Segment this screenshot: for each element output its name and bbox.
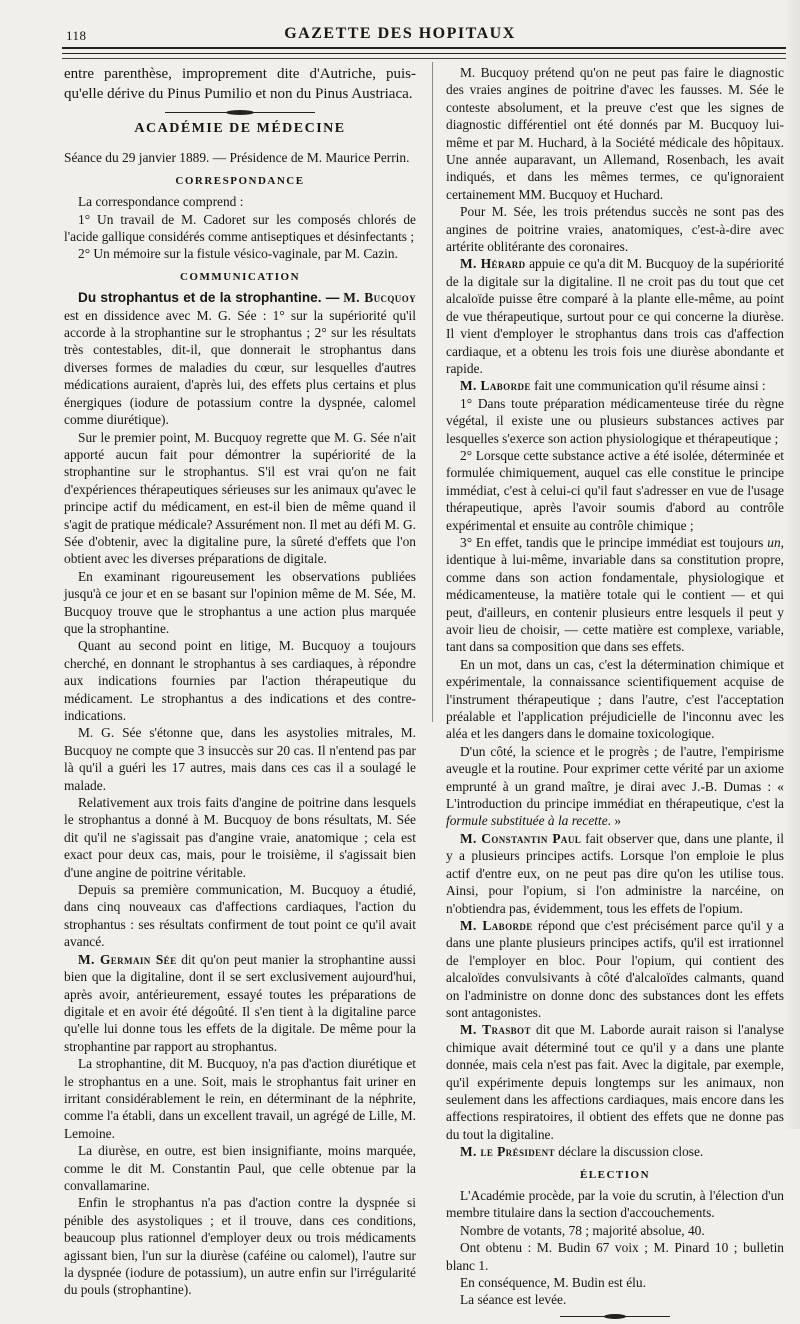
emphasis-text: un [767,534,781,550]
paragraph [446,743,784,830]
intro-paragraph: entre parenthèse, improprement dite d'Autriche, puis-qu'elle dérive du Pinus Pumilio et non du Pinus Austriaca. [64,66,416,102]
column-divider [432,62,433,722]
correspondence-item-1: 1° Un travail de M. Cadoret sur les composés chlorés de l'acide gallique considérés comme antiseptiques et désinfectants ; [64,211,416,245]
paragraph-text: , identique à lui-même, invariable dans sa constitution propre, comme dans son action fondamentale, physiologique et médicamenteuse, la matière totale qui le contient — et qui peut, d'ailleurs, en contenir plusieurs entre lesquels il peut y avoir lieu de choisir, — cette matière est complexe, variable, tant dans sa composition que dans ses effets. [446,534,784,655]
paragraph: Depuis sa première communication, M. Bucquoy a étudié, dans cinq nouveaux cas d'affections cardiaques, l'action du strophantus : ses résultats confirment de tout point ce qu'il avait avancé. [64,882,416,950]
paragraph-text: fait une communication qu'il résume ainsi : [534,378,766,394]
paragraph-text: dit qu'on peut manier la strophantine aussi bien que la digitaline, dont il se sert exclusivement aujourd'hui, après avoir, antérieurement, essayé toutes les préparations de digitale et en avoir été dégoûté. Il s'en tient à la digitaline parce qu'elle lui donne tous les effets de la digitale. De même pour la strophantine par rapport au strophantus. [64,951,416,1054]
paragraph: La séance est levée. [460,1292,567,1308]
paragraph [446,255,784,377]
paragraph: L'Académie procède, par la voie du scrutin, à l'élection d'un membre titulaire dans la section d'accouchements. [446,1188,784,1221]
speaker-name: M. Hérard [460,256,526,272]
paragraph-text: est en dissidence avec M. G. Sée : 1° sur la supériorité qu'il accorde à la strophantine sur le strophantus ; 2° sur les résultats très contestables, dit-il, que donnerait le strophantus dans diverses formes de maladies du cœur, sur lesquelles d'autres médications auraient, d'après lui, des effets plus certains et plus énergiques (iodure de potassium contre la dyspnée, calomel comme diurétique). [64,307,416,428]
paragraph: En examinant rigoureusement les observations publiées jusqu'à ce jour et en se basant sur l'opinion même de M. Sée, M. Bucquoy trouve que le strophantus a une action plus marquée que la strophantine. [64,568,416,636]
speaker-name: M. Bucquoy [343,290,416,306]
paragraph: Relativement aux trois faits d'angine de poitrine dans lesquels le strophantus a donné à M. Bucquoy de bons résultats, M. Sée dit qu'il ne s'agissait pas d'angine vraie, anatomique ; cela est exact pour deux cas, mais, pour le troisième, il s'agissait bien d'une angine de poitrine véritable. [64,795,416,880]
paragraph [446,377,784,394]
paragraph: Pour M. Sée, les trois prétendus succès ne sont pas des angines de poitrine vraies, anatomiques, c'est-à-dire avec artérite oblitérante des coronaires. [446,204,784,255]
paragraph [64,951,416,1055]
paragraph [446,1143,784,1160]
paragraph-text: fait observer que, dans une plante, il y a plusieurs principes actifs. Lorsque l'on emploie le plus actif d'entre eux, on ne peut pas dire qu'on les utilise tous. Ainsi, pour l'opium, si l'on administre la narcéine, on n'obtiendra pas, évidemment, tous les effets de l'opium. [446,830,784,916]
paragraph: 1° Dans toute préparation médicamenteuse tirée du règne végétal, il existe une ou plusieurs substances actives par lesquelles s'exerce son action physiologique et thérapeutique ; [446,395,784,446]
running-title: GAZETTE DES HOPITAUX [284,25,516,42]
speaker-name: M. Constantin Paul [460,830,582,846]
speaker-name: M. Germain Sée [78,951,177,967]
speaker-name: M. le Président [460,1144,555,1160]
speaker-name: M. Laborde [460,917,533,933]
header-rule-thick [62,47,786,49]
paragraph-text: 3° En effet, tandis que le principe immédiat est toujours [460,534,768,550]
paragraph: M. G. Sée s'étonne que, dans les asystolies mitrales, M. Bucquoy ne compte que 3 insuccès sur 20 cas. Il n'entend pas par là qu'il a guéri les 17 autres, mais dans ces cas il a soulagé le malade. [64,725,416,793]
right-column [446,64,784,1324]
paragraph: M. Bucquoy prétend qu'on ne peut pas faire le diagnostic des vraies angines de poitrine d'avec les fausses. M. Sée le conteste absolument, et la preuve c'est que les signes de diagnostic différentiel ont été donnés par M. Bucquoy lui-même et par M. Huchard, à la Société médicale des hôpitaux. Une année auparavant, un Allemand, Rosenbach, les avait indiqués, et dans les mêmes termes, ce qu'ignoraient certainement MM. Bucquoy et Huchard. [446,65,784,202]
paragraph: En un mot, dans un cas, c'est la détermination chimique et expérimentale, la connaissance scientifiquement acquise de l'instrument thérapeutique ; dans l'autre, c'est l'acceptation préalable et l'application préjudicielle de l'inconnu avec les aléa et les dangers dans le domaine toxicologique. [446,656,784,742]
communication-heading: COMMUNICATION [179,270,301,283]
election-heading: ÉLECTION [579,1168,651,1181]
paragraph: Ont obtenu : M. Budin 67 voix ; M. Pinard 10 ; bulletin blanc 1. [446,1240,784,1273]
correspondence-paragraph: La correspondance comprend : [78,194,244,210]
paragraph [446,1021,784,1143]
paragraph-text: dit que M. Laborde aurait raison si l'analyse chimique avait déterminé tout ce qu'il y a dans une plante donnée, mais cela n'est pas fait. Avec la digitale, par exemple, qu'il expérimente depuis longtemps sur les animaux, non seulement dans les affections cardiaques, mais encore dans les affections respiratoires, il obtient des effets que ne donne pas du tout la digitaline. [446,1022,784,1142]
section-separator [165,112,315,113]
header-rule-thin [62,53,786,54]
paragraph: Quant au second point en litige, M. Bucquoy a toujours cherché, en donnant le strophantus à ses cardiaques, à répondre aux indications fournies par l'action thérapeutique du médicament. Le strophantus a des indications et des contre-indications. [64,638,416,723]
speaker-name: M. Laborde [460,378,531,394]
header-rule-hairline [62,58,786,59]
paragraph-text: déclare la discussion close. [558,1144,704,1160]
paragraph: La strophantine, dit M. Bucquoy, n'a pas d'action diurétique et le strophantus en a une. Soit, mais le strophantus fait uriner en irritant considérablement le rein, en déterminant de la néphrite, comme l'a établi, dans un excellent travail, un agrégé de Lille, M. Lemoine. [64,1056,416,1141]
paragraph: 2° Lorsque cette substance active a été isolée, déterminée et formulée chimiquement, auquel cas elle constitue le principe immédiat, c'est à celui-ci qu'il faut s'adresser en vue de l'usage thérapeutique, après l'avoir soumis d'abord au contrôle expérimental et ensuite au contrôle chimique ; [446,447,784,533]
paragraph: Enfin le strophantus n'a pas d'action contre la dyspnée si pénible des asystoliques ; et il trouve, dans ces conditions, beaucoup plus rationnel d'employer deux ou trois médicaments agissant bien, l'un sur la diurèse (caféine ou calomel), l'autre sur la dyspnée (iodure de potassium), un autre enfin sur l'irrégularité du pouls (strophantine). [64,1195,416,1298]
paragraph-text: . » [607,813,622,829]
article-paragraph [64,289,416,428]
paragraph [446,534,784,656]
paragraph: La diurèse, en outre, est bien insignifiante, moins marquée, comme le dit M. Constantin Paul, que celle obtenue par la convallamarine. [64,1143,416,1193]
paragraph [446,917,784,1021]
emphasis-text: formule substituée à la recette [446,813,608,829]
page-number: 118 [66,28,87,43]
paragraph: Nombre de votants, 78 ; majorité absolue, 40. [460,1222,705,1238]
speaker-name: M. Trasbot [460,1022,531,1038]
paragraph: En conséquence, M. Budin est élu. [460,1275,646,1291]
paragraph-text: appuie ce qu'a dit M. Bucquoy de la supériorité de la digitale sur la digitaline. Il ne croit pas du tout que cet alcaloïde puisse être comparé à la plante elle-même, au point de vue thérapeutique, surtout pour ce qui concerne la diurèse. Il vient d'employer le strophantus dans trois cas d'affection cardiaque, et a obtenu les trois fois une diurèse abondante et rapide. [446,256,784,376]
paragraph: Sur le premier point, M. Bucquoy regrette que M. G. Sée n'ait apporté aucun fait pour démontrer la supériorité de la strophantine sur le strophantus. S'il est vrai qu'on ne fait d'expériences thérapeutiques sérieuses sur les animaux qu'avec le principe actif du médicament, en est-il bien de même quand il s'agit de pratique médicale? Assurément non. Il met au défi M. G. Sée d'obtenir, avec la digitaline pure, la sûreté d'effets que l'on obtient avec les diverses préparations de digitale. [64,429,416,567]
paragraph [446,830,784,917]
section-title: ACADÉMIE DE MÉDECINE [134,121,346,136]
page-edge-shadow [784,0,800,1129]
left-column [64,64,416,1299]
session-line: Séance du 29 janvier 1889. — Présidence de M. Maurice Perrin. [64,150,410,166]
end-separator [560,1316,670,1317]
paragraph-text: D'un côté, la science et le progrès ; de l'autre, l'empirisme aveugle et la routine. Pour exprimer cette vérité par un axiome emprunté à un grand maître, je dirai avec J.-B. Dumas : « L'introduction du principe immédiat en thérapeutique, c'est la [446,743,784,812]
paragraph-text: répond que c'est précisément parce qu'il y a dans une plante plusieurs principes actifs, qu'il est irrationnel de l'employer en bloc. Pour l'opium, qui contient des alcaloïdes convulsivants à côté d'alcaloïdes calmants, quand on l'administre on donne donc des substances dont les effets sont antagonistes. [446,917,784,1020]
correspondence-heading: CORRESPONDANCE [175,174,305,187]
article-heading: Du strophantus et de la strophantine. — [78,290,340,306]
correspondence-item-2: 2° Un mémoire sur la fistule vésico-vaginale, par M. Cazin. [78,246,398,262]
